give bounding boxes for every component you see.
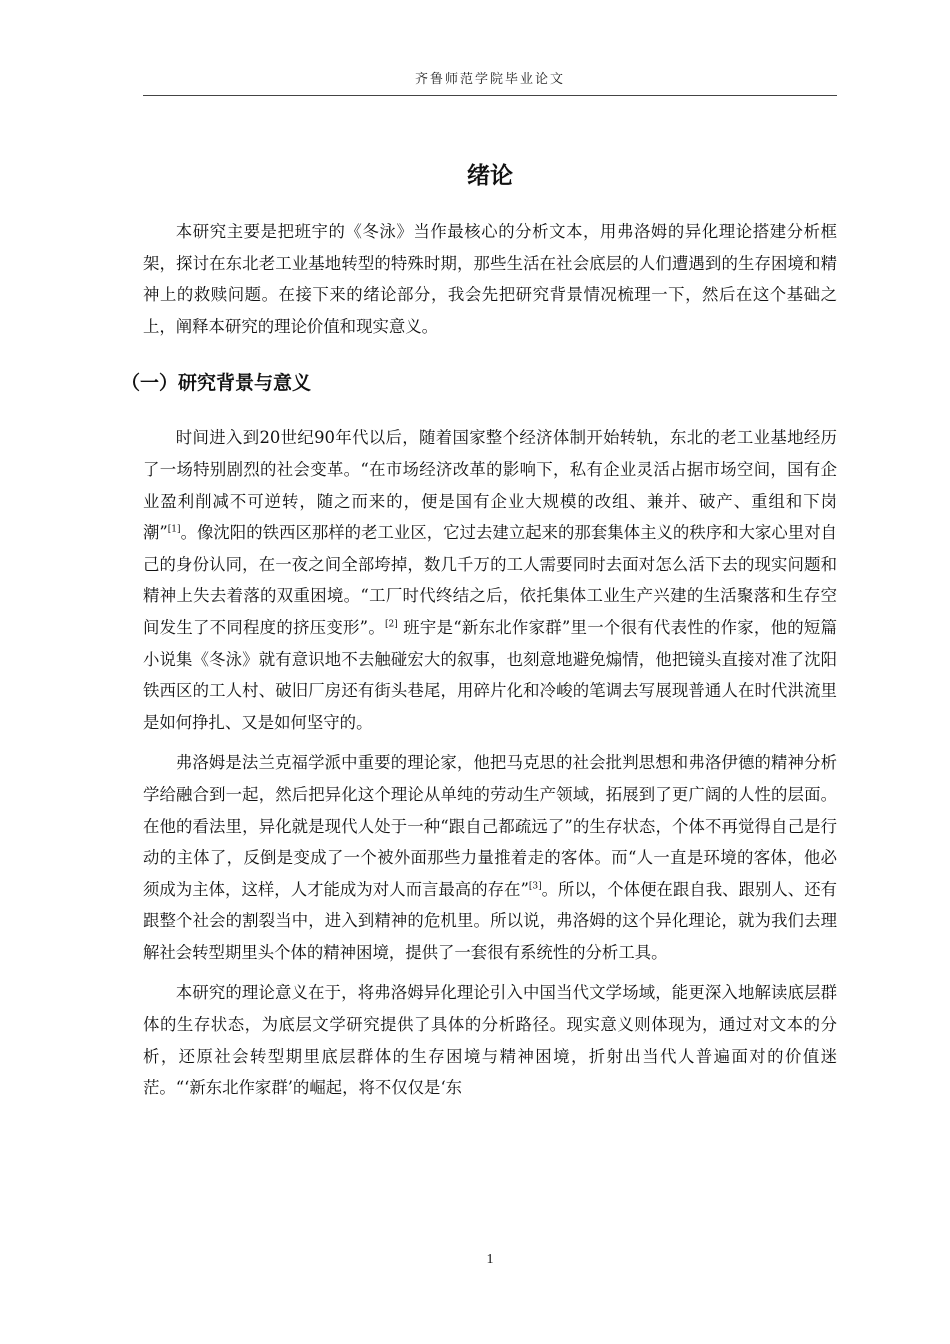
significance-paragraph: 本研究的理论意义在于，将弗洛姆异化理论引入中国当代文学场域，能更深入地解读底层群体的生存状态，为底层文学研究提供了具体的分析路径。现实意义则体现为，通过对文本的分析，还原社会转型期里底层群体的生存困境与精神困境，折射出当代人普遍面对的价值迷茫。“‘新东北作家群’的崛起，将不仅仅是‘东: [143, 983, 837, 1098]
section-heading: （一）研究背景与意义: [121, 372, 312, 395]
citation-ref: [1]: [167, 524, 181, 535]
paragraph-text: 。像沈阳的铁西区那样的老工业区，它过去建立起来的那套集体主义的秩序和大家心里对自己的身份认同，在一夜之间全部垮掉，数几千万的工人需要同时去面对怎么活下去的现实问题和精神上失去着落的双重困境。“工厂时代终结之后，依托集体工业生产兴建的生活聚落和生存空间发生了不同程度的挤压变形”。: [143, 523, 837, 637]
page-header: 齐鲁师范学院毕业论文: [414, 72, 565, 87]
background-paragraph: [143, 422, 837, 738]
body-text: [121, 216, 837, 1104]
paragraph-text: 。所以，个体便在跟自我、跟别人、还有跟整个社会的割裂当中，进入到精神的危机里。所以说，弗洛姆的这个异化理论，就为我们去理解社会转型期里头个体的精神困境，提供了一套很有系统性的分析工具。: [143, 879, 837, 962]
intro-paragraph: 本研究主要是把班宇的《冬泳》当作最核心的分析文本，用弗洛姆的异化理论搭建分析框架，探讨在东北老工业基地转型的特殊时期，那些生活在社会底层的人们遭遇到的生存困境和精神上的救赎问题。在接下来的绪论部分，我会先把研究背景情况梳理一下，然后在这个基础之上，阐释本研究的理论价值和现实意义。: [143, 222, 837, 336]
paragraph-text: 时间进入到20世纪90年代以后，随着国家整个经济体制开始转轨，东北的老工业基地经历了一场特别剧烈的社会变革。“在市场经济改革的影响下，私有企业灵活占据市场空间，国有企业盈利削减不可逆转，随之而来的，便是国有企业大规模的改组、兼并、破产、重组和下岗潮”: [143, 428, 837, 543]
chapter-title: 绪论: [467, 163, 513, 189]
header-divider: [143, 95, 837, 96]
theory-paragraph: [143, 747, 837, 968]
citation-ref: [3]: [528, 881, 542, 892]
paragraph-text: 班宇是“新东北作家群”里一个很有代表性的作家，他的短篇小说集《冬泳》就有意识地不去触碰宏大的叙事，也刻意地避免煽情，他把镜头直接对准了沈阳铁西区的工人村、破旧厂房还有街头巷尾，用碎片化和冷峻的笔调去写展现普通人在时代洪流里是如何挣扎、又是如何坚守的。: [143, 617, 837, 732]
citation-ref: [2]: [385, 619, 398, 630]
page-number: 1: [486, 1252, 494, 1267]
paragraph-text: 弗洛姆是法兰克福学派中重要的理论家，他把马克思的社会批判思想和弗洛伊德的精神分析学给融合到一起，然后把异化这个理论从单纯的劳动生产领域，拓展到了更广阔的人性的层面。在他的看法里，异化就是现代人处于一种“跟自己都疏远了”的生存状态，个体不再觉得自己是行动的主体了，反倒是变成了一个被外面那些力量推着走的客体。而“人一直是环境的客体，他必须成为主体，这样，人才能成为对人而言最高的存在”: [143, 753, 837, 899]
